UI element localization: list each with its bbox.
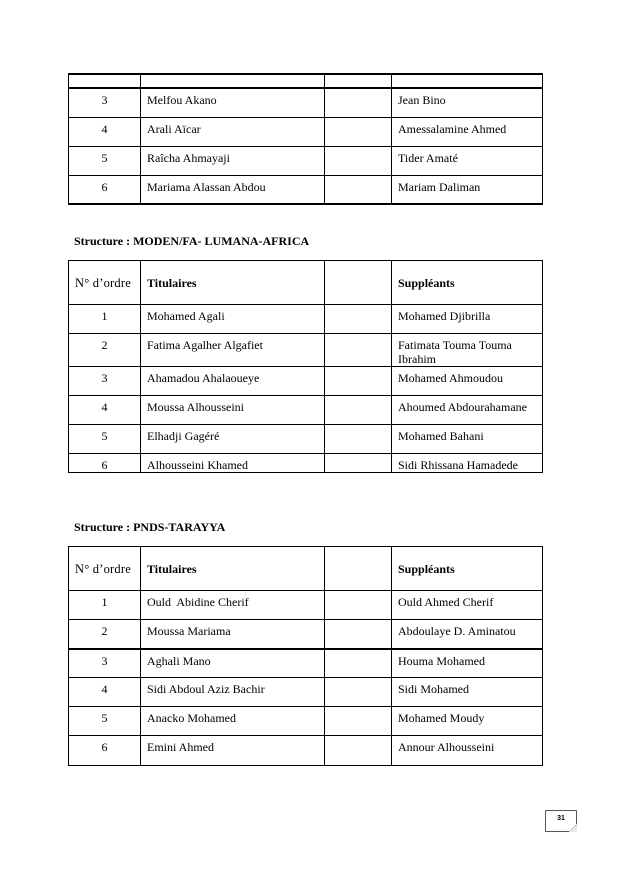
table-row xyxy=(69,736,543,766)
header-empty xyxy=(325,547,392,591)
roster-table-moden xyxy=(68,260,543,473)
table-row xyxy=(69,396,543,425)
empty-cell xyxy=(325,425,392,454)
suppleant-name: Tider Amaté xyxy=(392,146,543,175)
page-fold-icon xyxy=(569,824,577,832)
table-row xyxy=(69,454,543,473)
suppleant-name: Amessalamine Ahmed xyxy=(392,117,543,146)
empty-cell xyxy=(325,707,392,736)
order-number: 6 xyxy=(69,175,141,204)
table-cell xyxy=(69,74,141,88)
empty-cell xyxy=(325,334,392,367)
page-number-badge xyxy=(545,810,577,832)
table-row xyxy=(69,305,543,334)
table-row xyxy=(69,425,543,454)
table-row xyxy=(69,591,543,620)
header-order: N° d’ordre xyxy=(69,261,141,305)
page-number: 31 xyxy=(557,815,565,822)
table-header-row xyxy=(69,547,543,591)
suppleant-name: Sidi Mohamed xyxy=(392,678,543,707)
table-cell xyxy=(392,74,543,88)
structure-heading-pnds: Structure : PNDS-TARAYYA xyxy=(74,520,226,534)
suppleant-name: Mohamed Moudy xyxy=(392,707,543,736)
suppleant-name: Mohamed Djibrilla xyxy=(392,305,543,334)
header-suppleants: Suppléants xyxy=(392,261,543,305)
suppleant-name: Ould Ahmed Cherif xyxy=(392,591,543,620)
order-number: 3 xyxy=(69,88,141,117)
order-number: 2 xyxy=(69,334,141,367)
empty-cell xyxy=(325,305,392,334)
table-row-empty xyxy=(69,74,543,88)
suppleant-name: Ahoumed Abdourahamane xyxy=(392,396,543,425)
empty-cell xyxy=(325,454,392,473)
titulaire-name: Fatima Agalher Algafiet xyxy=(141,334,325,367)
table-row xyxy=(69,707,543,736)
titulaire-name: Mohamed Agali xyxy=(141,305,325,334)
structure-heading-moden: Structure : MODEN/FA- LUMANA-AFRICA xyxy=(74,234,310,248)
empty-cell xyxy=(325,175,392,204)
empty-cell xyxy=(325,117,392,146)
order-number: 4 xyxy=(69,396,141,425)
suppleant-name: Mohamed Bahani xyxy=(392,425,543,454)
titulaire-name: Moussa Mariama xyxy=(141,620,325,649)
order-number: 4 xyxy=(69,117,141,146)
header-suppleants: Suppléants xyxy=(392,547,543,591)
order-number: 1 xyxy=(69,305,141,334)
empty-cell xyxy=(325,146,392,175)
suppleant-name: Houma Mohamed xyxy=(392,649,543,678)
titulaire-name: Arali Aïcar xyxy=(141,117,325,146)
empty-cell xyxy=(325,678,392,707)
suppleant-name: Sidi Rhissana Hamadede xyxy=(392,454,543,473)
empty-cell xyxy=(325,620,392,649)
suppleant-name: Jean Bino xyxy=(392,88,543,117)
order-number: 6 xyxy=(69,454,141,473)
roster-table-pnds xyxy=(68,546,543,766)
empty-cell xyxy=(325,367,392,396)
order-number: 5 xyxy=(69,425,141,454)
titulaire-name: Ahamadou Ahalaoueye xyxy=(141,367,325,396)
empty-cell xyxy=(325,88,392,117)
titulaire-name: Ould Abidine Cherif xyxy=(141,591,325,620)
table-row xyxy=(69,334,543,367)
titulaire-name: Melfou Akano xyxy=(141,88,325,117)
table-row xyxy=(69,620,543,649)
titulaire-name: Raîcha Ahmayaji xyxy=(141,146,325,175)
titulaire-name: Emini Ahmed xyxy=(141,736,325,766)
table-row xyxy=(69,88,543,117)
titulaire-name: Alhousseini Khamed xyxy=(141,454,325,473)
table-row xyxy=(69,117,543,146)
table-row xyxy=(69,175,543,204)
order-number: 4 xyxy=(69,678,141,707)
titulaire-name: Moussa Alhousseini xyxy=(141,396,325,425)
empty-cell xyxy=(325,591,392,620)
roster-table-continued xyxy=(68,73,543,205)
suppleant-name: Fatimata Touma Touma Ibrahim xyxy=(392,334,543,367)
empty-cell xyxy=(325,396,392,425)
header-titulaires: Titulaires xyxy=(141,547,325,591)
order-number: 1 xyxy=(69,591,141,620)
titulaire-name: Mariama Alassan Abdou xyxy=(141,175,325,204)
suppleant-name: Mohamed Ahmoudou xyxy=(392,367,543,396)
order-number: 6 xyxy=(69,736,141,766)
titulaire-name: Aghali Mano xyxy=(141,649,325,678)
header-empty xyxy=(325,261,392,305)
empty-cell xyxy=(325,736,392,766)
header-order: N° d’ordre xyxy=(69,547,141,591)
table-row xyxy=(69,146,543,175)
header-titulaires: Titulaires xyxy=(141,261,325,305)
titulaire-name: Anacko Mohamed xyxy=(141,707,325,736)
suppleant-name: Mariam Daliman xyxy=(392,175,543,204)
order-number: 3 xyxy=(69,367,141,396)
table-row xyxy=(69,367,543,396)
titulaire-name: Elhadji Gagéré xyxy=(141,425,325,454)
suppleant-name: Annour Alhousseini xyxy=(392,736,543,766)
titulaire-name: Sidi Abdoul Aziz Bachir xyxy=(141,678,325,707)
order-number: 5 xyxy=(69,707,141,736)
suppleant-name: Abdoulaye D. Aminatou xyxy=(392,620,543,649)
table-row xyxy=(69,678,543,707)
table-cell xyxy=(325,74,392,88)
order-number: 3 xyxy=(69,649,141,678)
table-header-row xyxy=(69,261,543,305)
empty-cell xyxy=(325,649,392,678)
order-number: 2 xyxy=(69,620,141,649)
order-number: 5 xyxy=(69,146,141,175)
table-row xyxy=(69,649,543,678)
table-cell xyxy=(141,74,325,88)
